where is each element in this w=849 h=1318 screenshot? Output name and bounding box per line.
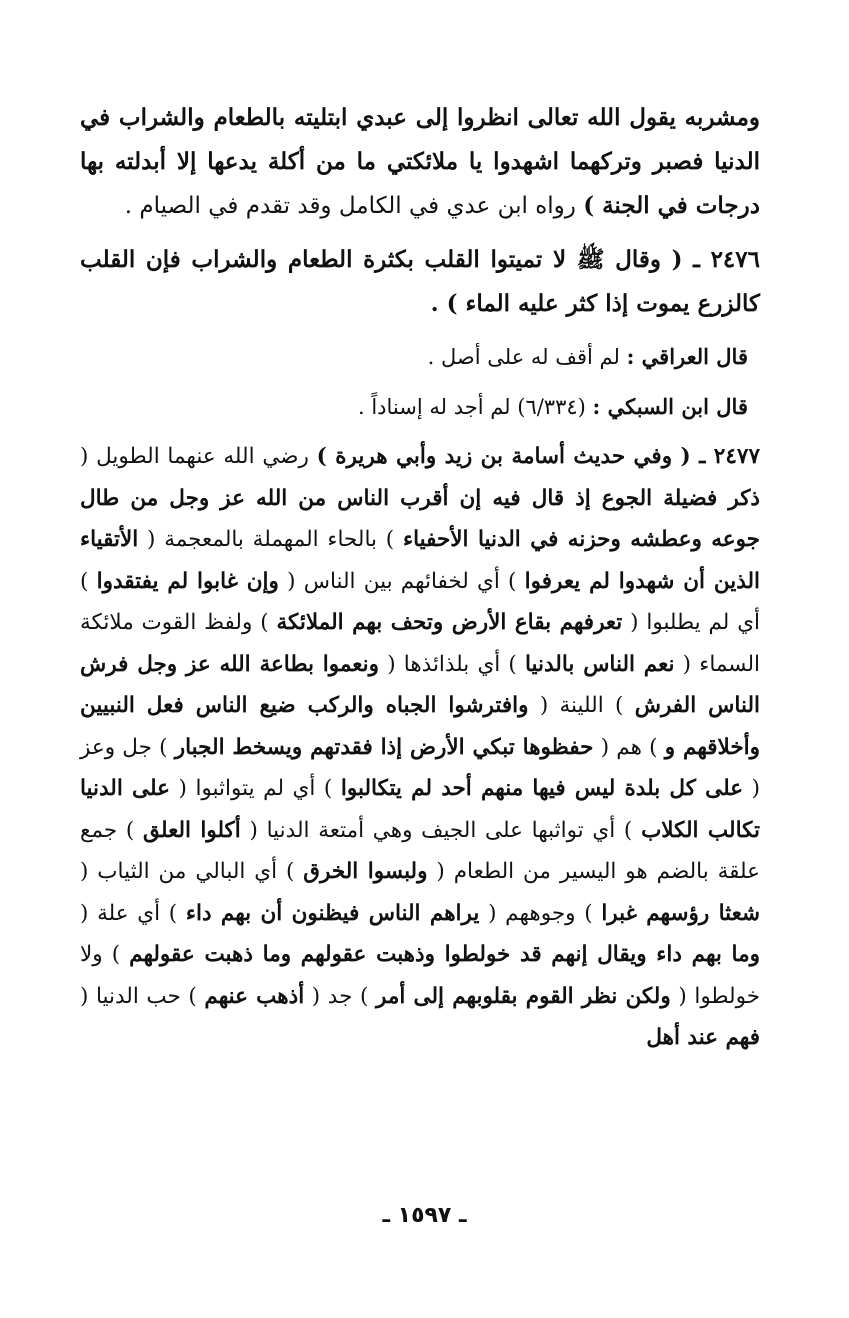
hadith-text: على الدنيا تكالب الكلاب (80, 776, 760, 843)
hadith-text: على كل بلدة ليس فيها منهم أحد لم يتكالبوا (340, 776, 744, 801)
commentary-text: ) أي البالي من الثياب ( (80, 859, 295, 884)
hadith-text: أذهب عنهم (204, 983, 305, 1009)
note-text: لم أقف له على أصل . (427, 345, 620, 369)
hadith-text: ٢٤٧٧ ـ ( وفي حديث أسامة بن زيد وأبي هريرة ) (316, 444, 760, 469)
page-body (80, 96, 760, 1069)
hadith-text: نعم الناس بالدنيا (524, 651, 675, 677)
commentary-text: ) أي لخفائهم بين الناس ( (287, 568, 517, 594)
hadith-text: ونعموا بطاعة الله عز وجل فرش الناس الفرش (80, 651, 760, 718)
hadith-text: فهم عند أهل (646, 1025, 760, 1050)
hadith-text: تعرفهم بقاع الأرض وتحف بهم الملائكة (276, 610, 623, 635)
commentary-text: ) أي علة ( (80, 900, 178, 926)
hadith-text: وما بهم داء ويقال إنهم قد خولطوا وذهبت عقولهم وما ذهبت عقولهم (129, 942, 761, 967)
paragraph-hadith-2476 (80, 238, 760, 326)
commentary-text: ) أي لم يطلبوا ( (80, 568, 760, 635)
note-label: قال العراقي : (626, 344, 748, 369)
hadith-text: ولكن نظر القوم بقلوبهم إلى أمر (375, 983, 671, 1009)
commentary-text: رضي الله عنهما الطويل ( (80, 444, 309, 469)
commentary-text: ) بالحاء المهملة بالمعجمة ( (147, 527, 395, 552)
commentary-text: ) حب الدنيا ( (80, 983, 197, 1009)
commentary-text: ) اللينة ( (539, 693, 624, 718)
hadith-text: ٢٤٧٦ ـ ( وقال ﷺ لا تميتوا القلب بكثرة الطعام والشراب فإن القلب كالزرع يموت إذا كثر عليه الماء ) . (80, 246, 760, 317)
page-number: ـ ١٥٩٧ ـ (382, 1203, 467, 1228)
hadith-text: شعثا رؤسهم غبرا (601, 900, 761, 926)
commentary-text: ) جمع علقة بالضم هو اليسير من الطعام ( (80, 817, 760, 884)
hadith-text: ومشربه يقول الله تعالى انظروا إلى عبدي ابتليته بالطعام والشراب في الدنيا فصبر وتركهما اشهدوا يا ملائكتي ما من أكلة يدعها إلا أبدلته بها درجات في الجنة ) (80, 104, 760, 219)
note-iraqi (80, 336, 760, 378)
commentary-text: رواه ابن عدي في الكامل وقد تقدم في الصيام . (124, 193, 576, 219)
note-subki (80, 386, 760, 428)
commentary-text: ) جل وعز ( (80, 734, 760, 801)
hadith-text: يراهم الناس فيظنون أن بهم داء (185, 900, 480, 926)
note-text: (٦/٣٣٤) لم أجد له إسناداً . (357, 395, 586, 419)
hadith-text: وإن غابوا لم يفتقدوا (96, 568, 279, 594)
paragraph-hadith-2477 (80, 436, 760, 1059)
hadith-text: ذكر فضيلة الجوع إذ قال فيه إن أقرب الناس من الله عز وجل من طال جوعه وعطشه وحزنه في الدنيا الأحفياء (80, 485, 761, 552)
hadith-text: الأتقياء الذين أن شهدوا لم يعرفوا (80, 527, 761, 594)
hadith-text: ولبسوا الخرق (303, 859, 428, 884)
commentary-text: ) جد ( (311, 983, 369, 1009)
hadith-text: أكلوا العلق (143, 817, 241, 843)
paragraph-hadith-continuation (80, 96, 760, 228)
commentary-text: ) هم ( (600, 734, 658, 760)
note-label: قال ابن السبكي : (592, 394, 748, 419)
commentary-text: ) ولا خولطوا ( (80, 942, 761, 1009)
commentary-text: ) ولفظ القوت ملائكة السماء ( (80, 610, 760, 677)
commentary-text: ) وجوههم ( (488, 900, 593, 926)
hadith-text: وافترشوا الجباه والركب ضيع الناس فعل النبيين وأخلاقهم و (80, 693, 761, 760)
commentary-text: ) أي تواثبها على الجيف وهي أمتعة الدنيا ( (249, 817, 633, 843)
commentary-text: ) أي لم يتواثبوا ( (178, 776, 333, 801)
commentary-text: ) أي بلذائذها ( (387, 651, 517, 677)
hadith-text: حفظوها تبكي الأرض إذا فقدتهم ويسخط الجبار (174, 734, 594, 760)
